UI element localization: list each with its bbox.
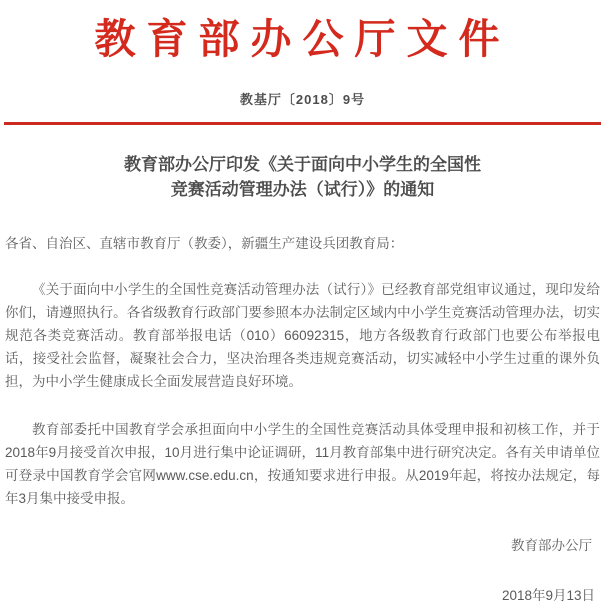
salutation-line: 各省、自治区、直辖市教育厅（教委），新疆生产建设兵团教育局： (5, 236, 404, 251)
red-divider-line (4, 122, 601, 125)
document-title-line1: 教育部办公厅印发《关于面向中小学生的全国性 (124, 155, 481, 174)
document-number: 教基厅〔2018〕9号 (239, 92, 366, 107)
document-title-line2: 竞赛活动管理办法（试行）》的通知 (170, 180, 435, 199)
document-date: 2018年9月13日 (501, 588, 595, 603)
signature-issuer: 教育部办公厅 (511, 538, 592, 553)
body-paragraph-1: 《关于面向中小学生的全国性竞赛活动管理办法（试行）》已经教育部党组审议通过，现印发给你们，请遵照执行。各省级教育行政部门要参照本办法制定区域内中小学生竞赛活动管理办法，切实规范各类竞赛活动。教育部举报电话（010）66092315，地方各级教育行政部门也要公布举报电话，接受社会监督，凝聚社会合力，坚决治理各类违规竞赛活动，切实减轻中小学生过重的课外负担，为中小学生健康成长全面发展营造良好环境。 (5, 282, 600, 389)
document-title (40, 152, 565, 202)
document-header-title: 教育部办公厅文件 (94, 15, 511, 63)
body-paragraph-2: 教育部委托中国教育学会承担面向中小学生的全国性竞赛活动具体受理申报和初核工作，并于2018年9月接受首次申报，10月进行集中论证调研，11月教育部集中进行研究决定。各有关申请单位可登录中国教育学会官网www.cse.edu.cn，按通知要求进行申报。从2019年起，将按办法规定，每年3月集中接受申报。 (5, 422, 600, 506)
